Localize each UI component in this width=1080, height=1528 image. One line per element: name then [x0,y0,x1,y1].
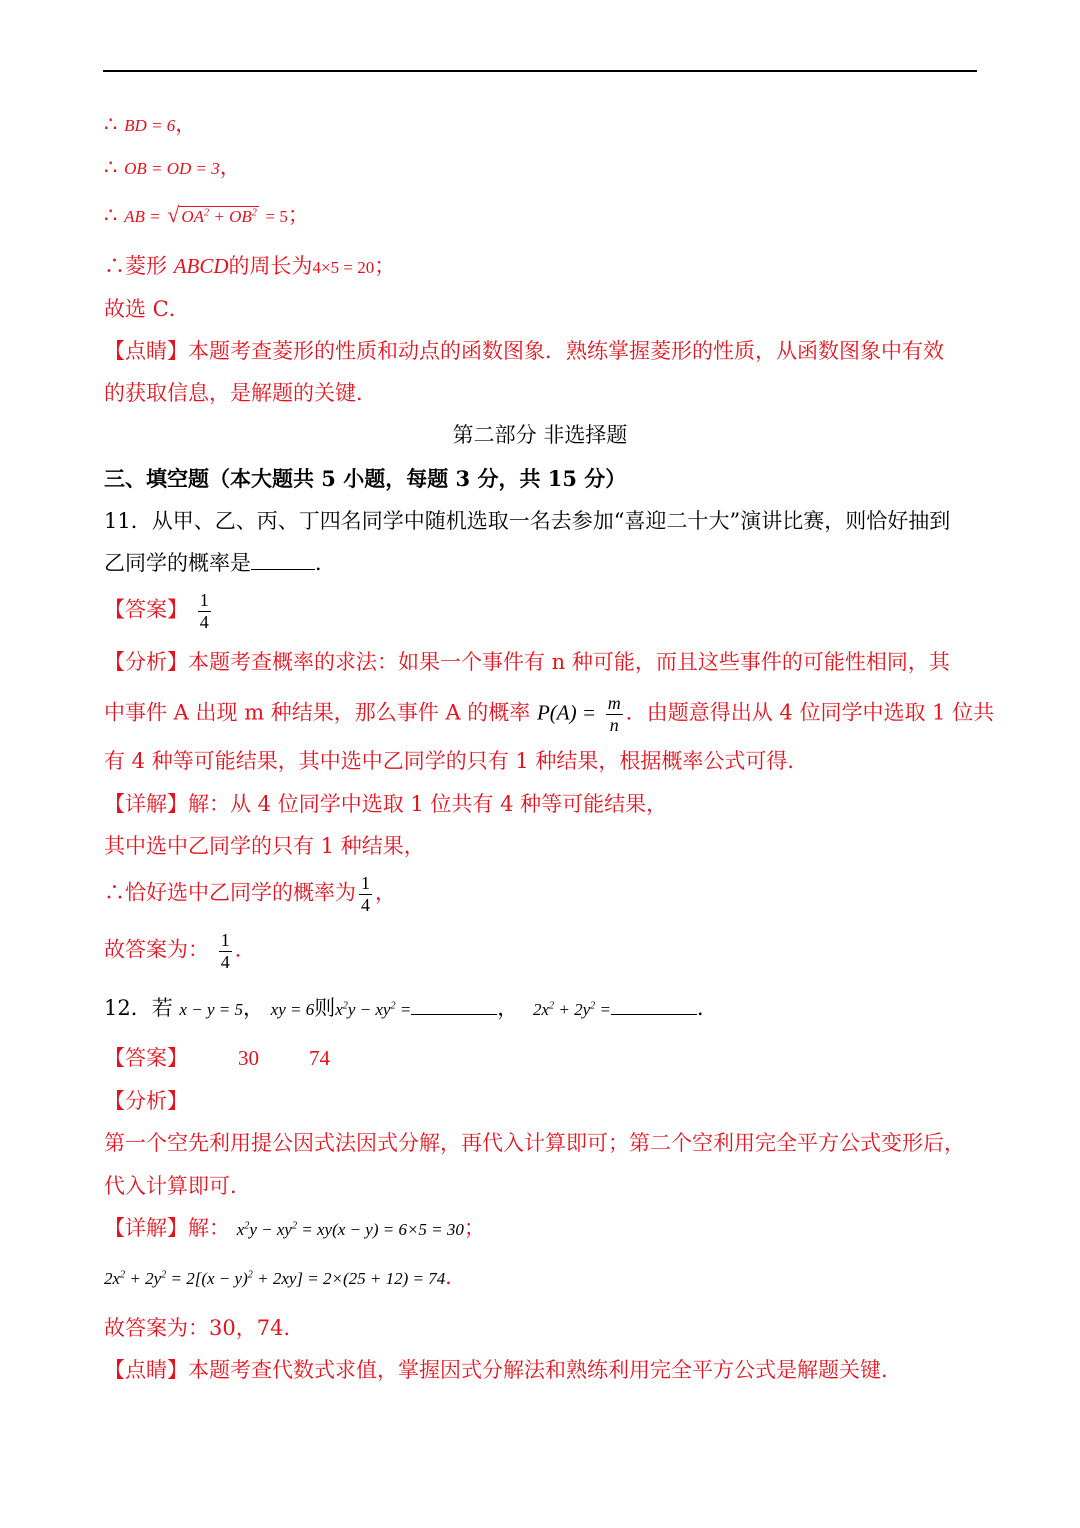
punct: ， [375,880,396,905]
tag-tip: 【点睛】 [104,339,188,363]
punct: ． [315,551,336,575]
equation-2: $2x^2 + 2y^2 = 2[(x - y)^2 + 2xy] = 2\times(25 + 12) = 74$ [104,1269,446,1288]
fraction [359,873,372,915]
step-perimeter [104,254,395,279]
text: 乙同学的概率是 [104,551,251,575]
cond-2: xy = 6 [270,1000,315,1019]
fraction [198,590,211,632]
text: 的周长为 [228,254,313,278]
q12-answer [104,1046,330,1071]
text: 12．若 [104,996,173,1020]
var-abcd: ABCD [173,254,229,278]
cond-1: x − y = 5 [179,1000,243,1019]
answer-2: 74 [309,1046,330,1070]
math-ab-rhs: = 5 [265,207,288,226]
numerator: m [607,693,621,713]
fraction [606,693,623,735]
text: 则 [314,996,336,1020]
tip-block-line2: 的获取信息，是解题的关键． [104,381,377,405]
therefore-symbol: ∴ [104,155,118,179]
denominator: 4 [199,611,209,632]
numerator: 1 [361,873,370,893]
tag-detail: 【详解】 [104,792,188,816]
denominator: 4 [361,894,370,915]
text: 解： [188,1216,230,1240]
tip-text: 本题考查代数式求值，掌握因式分解法和熟练利用完全平方公式是解题关键． [188,1358,902,1382]
math-bd: BD = 6 [124,116,176,135]
punct: ， [242,996,264,1020]
punct: ； [374,254,396,278]
q11-analysis-line2 [104,693,994,735]
header-rule [103,70,977,72]
sqrt-expression: √ $OA^2 + OB^2$ [167,202,257,227]
punct: ， [219,155,241,179]
punct: ． [445,1265,467,1289]
q11-line1: 11．从甲、乙、丙、丁四名同学中随机选取一名去参加“喜迎二十大”演讲比赛，则恰好抽到 [104,509,951,533]
therefore-symbol: ∴ [104,254,125,278]
q11-answer [104,590,214,632]
therefore-symbol: ∴ [104,112,118,136]
part-title: 第二部分 非选择题 [452,423,628,447]
tag-answer: 【答案】 [104,1046,188,1070]
denominator: n [609,714,619,735]
choose-answer: 故选 C． [104,297,190,321]
punct: ； [463,1216,485,1240]
equation-1: $x^2y - xy^2 = xy(x - y) = 6\times 5 = 30$ [236,1220,464,1239]
q11-detail-line2: 其中选中乙同学的只有 1 种结果， [104,834,425,858]
q12-question [104,996,718,1021]
q11-analysis-line1 [104,650,950,675]
math-ob-od: OB = OD = 3 [124,159,220,178]
text: 菱形 [125,254,167,278]
text: 解：从 4 位同学中选取 1 位共有 4 种等可能结果， [188,792,668,816]
q12-analysis-line2: 代入计算即可． [104,1174,251,1198]
formula: P(A) = [536,700,597,725]
expr-1: $x^2y - xy^2$ = [335,1000,412,1019]
tip-text: 本题考查菱形的性质和动点的函数图象．熟练掌握菱形的性质，从函数图象中有效 [188,339,944,363]
punct: ． [696,996,718,1020]
q11-line2 [104,551,336,576]
section-title: 三、填空题（本大题共 5 小题，每题 3 分，共 15 分） [104,466,627,491]
numerator: 1 [220,930,230,950]
punct: ， [497,996,519,1020]
expr-2: $2x^2 + 2y^2$ = [532,1000,611,1019]
fraction [219,930,232,972]
tag-analysis: 【分析】 [104,650,188,674]
answer-blank-2 [611,996,697,1015]
math-perimeter: 4×5 = 20 [312,258,375,277]
punct: ； [287,203,309,227]
tip-block-line1 [104,339,944,364]
punct: ， [175,112,197,136]
q12-tip [104,1358,902,1383]
therefore-symbol: ∴ [104,880,125,905]
q12-final: 故答案为：30，74． [104,1316,305,1340]
text: ．由题意得出从 4 位同学中选取 1 位共 [625,700,995,725]
answer-blank [251,551,315,570]
q12-analysis-line1: 第一个空先利用提公因式法因式分解，再代入计算即可；第二个空利用完全平方公式变形后， [104,1131,965,1155]
q11-analysis-line3: 有 4 种等可能结果，其中选中乙同学的只有 1 种结果，根据概率公式可得． [104,749,809,773]
step-bd [104,112,196,137]
text: 故答案为： [104,937,209,962]
step-ab [104,202,309,228]
text: 恰好选中乙同学的概率为 [125,880,356,905]
denominator: 4 [220,951,230,972]
text: 中事件 A 出现 m 种结果，那么事件 A 的概率 [104,700,531,725]
therefore-symbol: ∴ [104,203,118,227]
step-ob-od [104,155,241,180]
tag-detail: 【详解】 [104,1216,188,1240]
tag-tip: 【点睛】 [104,1358,188,1382]
q12-analysis-tag: 【分析】 [104,1089,188,1113]
answer-1: 30 [238,1046,259,1070]
q12-detail-line2 [104,1265,466,1290]
tag-answer: 【答案】 [104,597,188,622]
punct: ． [234,937,256,962]
q11-detail-line1 [104,792,667,817]
numerator: 1 [199,590,209,610]
answer-blank-1 [411,996,497,1015]
math-ab-lhs: AB = [124,207,161,226]
text: 本题考查概率的求法：如果一个事件有 n 种可能，而且这些事件的可能性相同，其 [188,650,950,674]
q11-final [104,930,256,972]
q11-detail-line3 [104,873,396,915]
q12-detail-line1 [104,1216,485,1241]
